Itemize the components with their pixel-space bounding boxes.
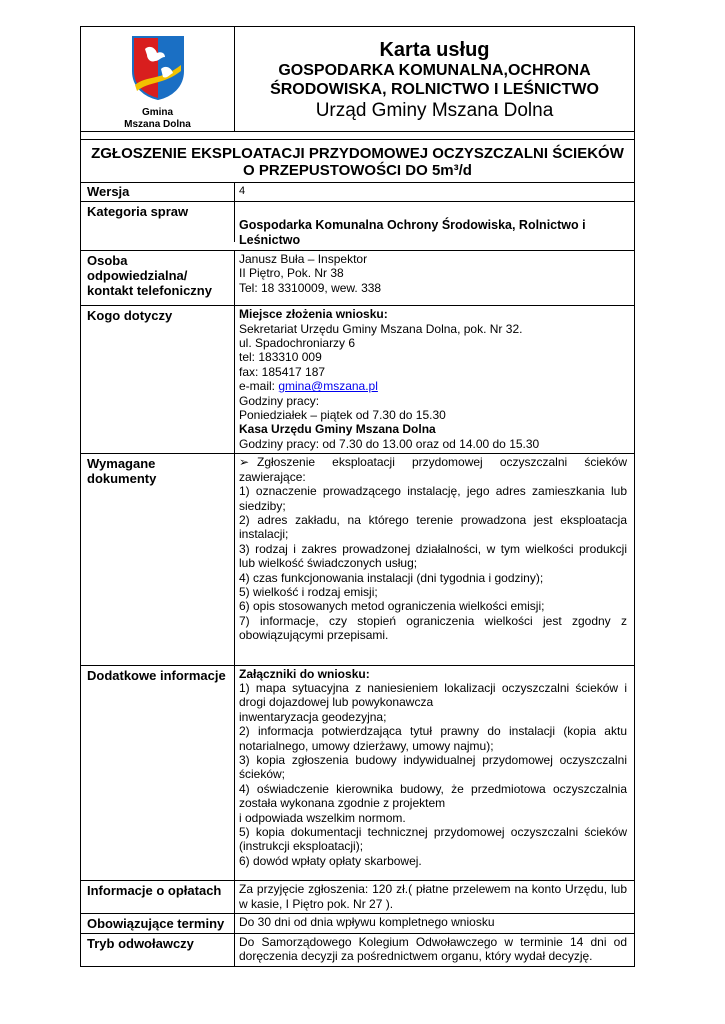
hours-value: Poniedziałek – piątek od 7.30 do 15.30 — [239, 408, 446, 423]
subject-title: ZGŁOSZENIE EKSPLOATACJI PRZYDOMOWEJ OCZYSZCZALNI ŚCIEKÓW O PRZEPUSTOWOŚCI DO 5m³/d — [81, 139, 634, 182]
hours-label: Godziny pracy: — [239, 393, 320, 408]
contact-row — [81, 250, 634, 305]
required-item: 6) opis stosowanych metod ograniczenia wielkości emisji; — [239, 599, 545, 614]
fees-label: Informacje o opłatach — [81, 881, 235, 913]
additional-row — [81, 665, 634, 881]
required-value — [235, 454, 634, 664]
who-row — [81, 305, 634, 453]
label-line: Osoba — [87, 253, 128, 268]
additional-value — [235, 666, 634, 881]
required-item: 5) wielkość i rodzaj emisji; — [239, 584, 378, 599]
office-fax: fax: 185417 187 — [239, 364, 326, 379]
attachment-item: 4) oświadczenie kierownika budowy, że przedmiotowa oczyszczalnia została wykonana zgodnie z projektem — [239, 781, 627, 811]
department-line: GOSPODARKA KOMUNALNA,OCHRONA — [278, 62, 591, 79]
service-card — [80, 26, 635, 967]
coat-of-arms-icon — [131, 35, 185, 101]
who-value — [235, 306, 634, 453]
attachment-item: 3) kopia zgłoszenia budowy indywidualnej przydomowej oczyszczalni ścieków; — [239, 753, 627, 782]
required-item: 1) oznaczenie prowadzącego instalację, jego adres zamieszkania lub siedziby; — [239, 484, 627, 513]
category-value: Gospodarka Komunalna Ochrony Środowiska, Rolnictwo i Leśnictwo — [239, 218, 586, 247]
version-value: 4 — [239, 185, 246, 197]
contact-label — [81, 251, 235, 305]
appeal-label: Tryb odwoławczy — [81, 934, 235, 966]
attachment-item: 6) dowód wpłaty opłaty skarbowej. — [239, 853, 422, 868]
additional-label: Dodatkowe informacje — [81, 666, 235, 881]
office-email — [239, 379, 627, 393]
who-label: Kogo dotyczy — [81, 306, 235, 453]
deadlines-value: Do 30 dni od dnia wpływu kompletnego wniosku — [239, 915, 495, 930]
email-link[interactable]: gmina@mszana.pl — [278, 379, 378, 394]
contact-person: Janusz Buła – Inspektor — [239, 252, 368, 266]
label-line: Wymagane — [87, 456, 156, 472]
required-row — [81, 453, 634, 664]
required-item: 4) czas funkcjonowania instalacji (dni tygodnia i godziny); — [239, 570, 544, 585]
office-address-line: ul. Spadochroniarzy 6 — [239, 336, 356, 351]
attachments-heading: Załączniki do wniosku: — [239, 666, 370, 681]
deadlines-row — [81, 913, 634, 933]
contact-phone: Tel: 18 3310009, wew. 338 — [239, 280, 382, 295]
department-line: ŚRODOWISKA, ROLNICTWO I LEŚNICTWO — [270, 81, 599, 98]
cash-heading: Kasa Urzędu Gminy Mszana Dolna — [239, 422, 436, 437]
attachment-item: 2) informacja potwierdzająca tytuł prawny do instalacji (kopia aktu notarialnego, umowy dzierżawy, umowy najmu); — [239, 724, 627, 753]
appeal-row — [81, 933, 634, 966]
office-phone: tel: 183310 009 — [239, 350, 322, 365]
required-item: 2) adres zakładu, na którego terenie prowadzona jest eksploatacja instalacji; — [239, 512, 627, 542]
required-item: 7) informacje, czy stopień ograniczenia wielkości jest zgodny z obowiązującymi przepisami. — [239, 613, 627, 643]
label-line: odpowiedzialna/ — [87, 268, 188, 283]
required-label — [81, 454, 235, 664]
intro-text: Zgłoszenie eksploatacji przydomowej oczyszczalni ścieków zawierające: — [239, 455, 627, 484]
cash-hours: Godziny pracy: od 7.30 do 13.00 oraz od 14.00 do 15.30 — [239, 436, 540, 451]
attachment-item: i odpowiada wszelkim normom. — [239, 810, 406, 825]
office-name: Urząd Gminy Mszana Dolna — [315, 100, 554, 121]
place-heading: Miejsce złożenia wniosku: — [239, 307, 388, 322]
municipality-line: Mszana Dolna — [124, 119, 191, 130]
required-intro — [239, 455, 627, 484]
contact-room: II Piętro, Pok. Nr 38 — [239, 266, 344, 281]
attachment-item: 1) mapa sytuacyjna z naniesieniem lokalizacji oczyszczalni ścieków i drogi dojazdowej lub powykonawcza — [239, 680, 627, 710]
arrow-bullet-icon: ➢ — [239, 455, 250, 470]
label-line: kontakt telefoniczny — [87, 283, 212, 298]
deadlines-label: Obowiązujące terminy — [81, 914, 235, 933]
municipality-name — [124, 107, 191, 131]
fees-value: Za przyjęcie zgłoszenia: 120 zł.( płatne przelewem na konto Urzędu, lub w kasie, I Piętro pok. Nr 27 ). — [239, 882, 627, 911]
office-address-line: Sekretariat Urzędu Gminy Mszana Dolna, pok. Nr 32. — [239, 321, 523, 336]
category-row — [81, 201, 634, 250]
attachment-item: 5) kopia dokumentacji technicznej przydomowej oczyszczalni ścieków (instrukcji eksploatacji); — [239, 825, 627, 854]
version-label: Wersja — [81, 183, 235, 201]
title-cell — [235, 27, 634, 131]
header-row — [81, 27, 634, 131]
version-row — [81, 182, 634, 201]
appeal-value: Do Samorządowego Kolegium Odwoławczego w terminie 14 dni od doręczenia decyzji za pośrednictwem organu, który wydał decyzję. — [239, 935, 627, 964]
required-item: 3) rodzaj i zakres prowadzonej działalności, w tym wielkości produkcji lub wielkość świadczonych usług; — [239, 541, 627, 571]
email-prefix: e-mail: — [239, 379, 279, 394]
crest-cell — [81, 27, 235, 131]
contact-value — [235, 251, 634, 305]
category-label: Kategoria spraw — [81, 202, 235, 242]
attachment-item: inwentaryzacja geodezyjna; — [239, 709, 387, 724]
divider — [81, 131, 634, 139]
municipality-line: Gmina — [141, 107, 174, 118]
page-title: Karta usług — [379, 39, 490, 61]
label-line: dokumenty — [87, 471, 157, 487]
fees-row — [81, 880, 634, 913]
